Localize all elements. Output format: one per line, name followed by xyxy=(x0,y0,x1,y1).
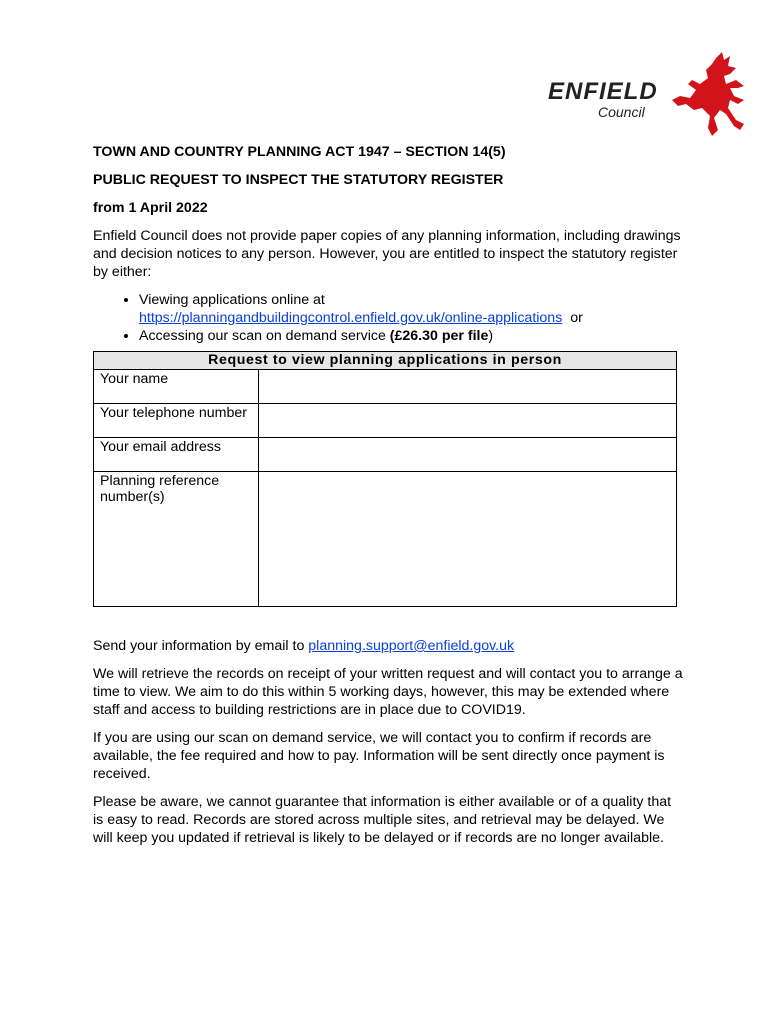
send-prefix: Send your information by email to xyxy=(93,638,309,654)
email-field[interactable] xyxy=(259,438,677,472)
logo-subtitle: Council xyxy=(598,104,645,120)
document-body xyxy=(93,143,683,857)
form-title: Request to view planning applications in person xyxy=(94,352,677,370)
retrieve-paragraph: We will retrieve the records on receipt of your written request and will contact you to arrange a time to view. We aim to do this within 5 working days, however, this may be extended where staff and access to building restrictions are in place due to COVID19. xyxy=(93,666,683,718)
reference-field[interactable] xyxy=(259,472,677,607)
table-row xyxy=(94,370,677,404)
online-suffix: or xyxy=(570,310,583,326)
scan-prefix: Accessing our scan on demand service xyxy=(139,328,390,344)
send-paragraph xyxy=(93,637,683,655)
scan-paragraph: If you are using our scan on demand service, we will contact you to confirm if records are available, the fee required and how to pay. Information will be sent directly once payment is received. xyxy=(93,730,665,782)
table-row xyxy=(94,438,677,472)
name-label: Your name xyxy=(94,370,259,404)
list-item xyxy=(139,327,683,345)
intro-paragraph: Enfield Council does not provide paper copies of any planning information, including drawings and decision notices to any person. However, you are entitled to inspect the statutory register by either: xyxy=(93,228,681,280)
support-email-link[interactable]: planning.support@enfield.gov.uk xyxy=(308,638,515,654)
request-heading: PUBLIC REQUEST TO INSPECT THE STATUTORY REGISTER xyxy=(93,172,504,188)
disclaimer-paragraph: Please be aware, we cannot guarantee that information is either available or of a quality that is easy to read. Records are stored across multiple sites, and retrieval may be delayed. We will keep you updated if retrieval is likely to be delayed or if records are no longer available. xyxy=(93,794,672,846)
dragon-icon xyxy=(664,50,754,140)
online-applications-link[interactable]: https://planningandbuildingcontrol.enfield.gov.uk/online-applications xyxy=(139,310,563,326)
scan-suffix: ) xyxy=(488,328,494,344)
act-heading: TOWN AND COUNTRY PLANNING ACT 1947 – SECTION 14(5) xyxy=(93,144,506,160)
table-row xyxy=(94,404,677,438)
options-list xyxy=(93,291,683,345)
logo-name: ENFIELD xyxy=(548,78,658,105)
name-field[interactable] xyxy=(259,370,677,404)
email-label: Your email address xyxy=(94,438,259,472)
scan-fee: (£26.30 per file xyxy=(389,328,489,344)
list-item xyxy=(139,291,683,327)
table-row xyxy=(94,472,677,607)
reference-label: Planning reference number(s) xyxy=(94,472,259,607)
date-heading: from 1 April 2022 xyxy=(93,200,208,216)
online-prefix: Viewing applications online at xyxy=(139,292,325,308)
telephone-label: Your telephone number xyxy=(94,404,259,438)
request-form-table xyxy=(93,351,677,607)
telephone-field[interactable] xyxy=(259,404,677,438)
enfield-council-logo xyxy=(540,50,750,140)
